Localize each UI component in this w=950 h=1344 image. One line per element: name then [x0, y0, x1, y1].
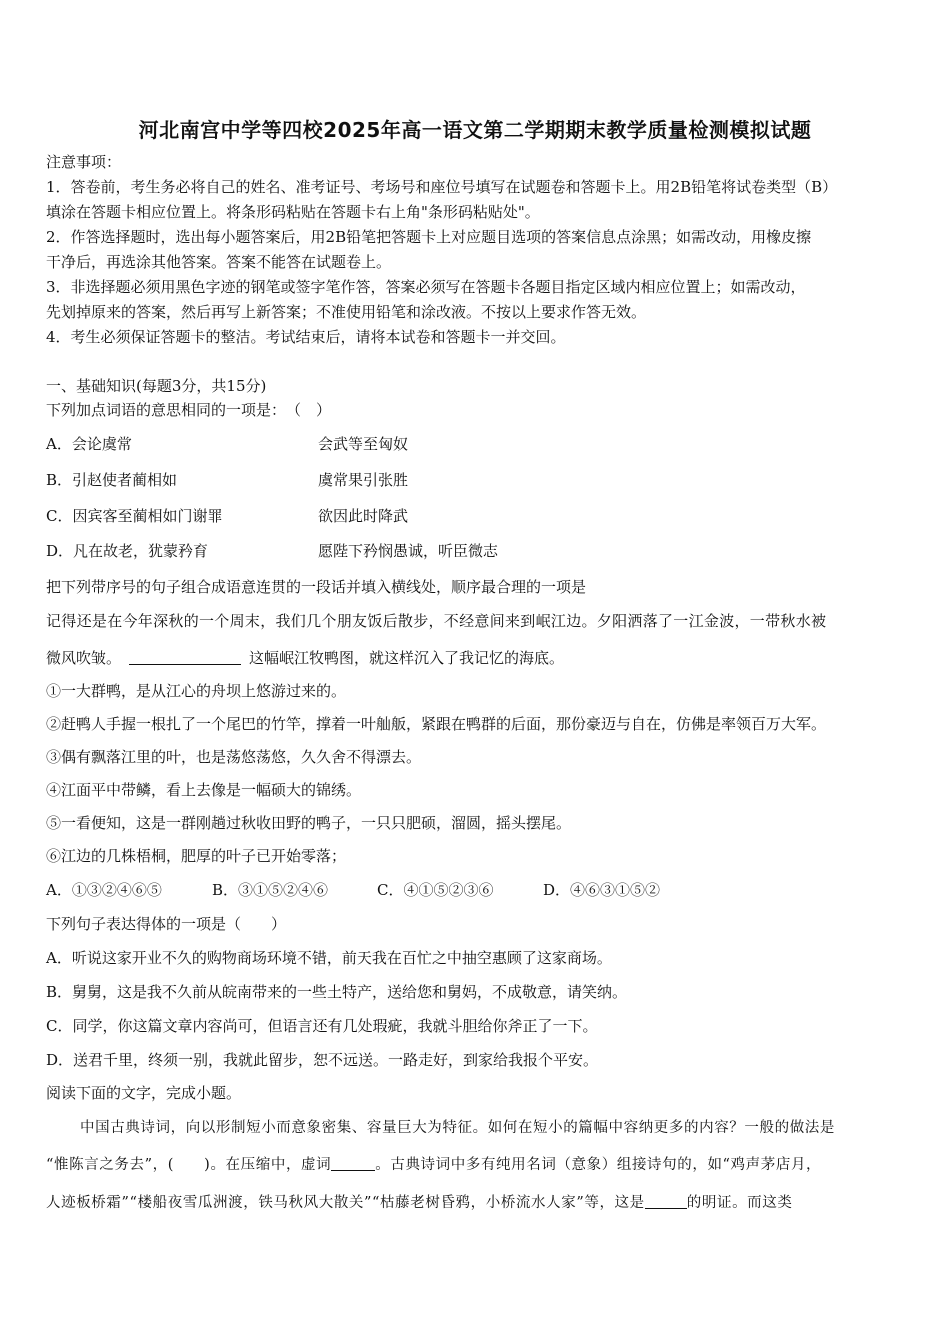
option-compare: 欲因此时降武	[318, 507, 409, 525]
choice-c: C．④①⑤②③⑥	[377, 881, 494, 899]
sentence-item: ⑥江边的几株梧桐，肥厚的叶子已开始零落；	[46, 847, 347, 865]
answer-blank[interactable]	[129, 650, 241, 665]
notice-line: 3．非选择题必须用黑色字迹的钢笔或签字笔作答，答案必须写在答题卡各题目指定区域内相应位置上；如需改动，	[46, 278, 806, 296]
notice-line: 先划掉原来的答案，然后再写上新答案；不准使用铅笔和涂改液。不按以上要求作答无效。	[46, 303, 647, 321]
sentence-item: ①一大群鸭，是从江心的舟坝上悠游过来的。	[46, 682, 347, 700]
choice-a: A．①③②④⑥⑤	[46, 881, 162, 899]
passage-text: 微风吹皱。	[46, 649, 122, 667]
option-compare: 虞常果引张胜	[318, 471, 409, 489]
passage-line-with-blank	[46, 1193, 792, 1213]
passage-text: 人迹板桥霜”“楼船夜雪瓜洲渡，铁马秋风大散关”“枯藤老树昏鸦，小桥流水人家”等，这是	[46, 1195, 645, 1211]
choice-d: D．④⑥③①⑤②	[543, 881, 661, 899]
option-label: B．引赵使者蔺相如	[46, 471, 178, 489]
passage-line: 记得还是在今年深秋的一个周末，我们几个朋友饭后散步，不经意间来到岷江边。夕阳洒落了一江金波，一带秋水被	[46, 612, 827, 630]
passage-text: 这幅岷江牧鸭图，就这样沉入了我记忆的海底。	[249, 649, 565, 667]
passage-line-with-blank	[46, 648, 564, 668]
notice-line: 1．答卷前，考生务必将自己的姓名、准考证号、考场号和座位号填写在试题卷和答题卡上。用2B铅笔将试卷类型（B）	[46, 178, 838, 196]
notice-line: 填涂在答题卡相应位置上。将条形码粘贴在答题卡右上角"条形码粘贴处"。	[46, 203, 540, 221]
sentence-item: ⑤一看便知，这是一群刚趟过秋收田野的鸭子，一只只肥硕，溜圆，摇头摆尾。	[46, 814, 572, 832]
option-compare: 会武等至匈奴	[318, 435, 409, 453]
option-compare: 愿陛下矜悯愚诚，听臣微志	[318, 542, 499, 560]
option-line: D．送君千里，终须一别，我就此留步，恕不远送。一路走好，到家给我报个平安。	[46, 1051, 599, 1069]
answer-blank[interactable]	[331, 1157, 375, 1171]
answer-blank[interactable]	[645, 1195, 687, 1209]
passage-text: 。古典诗词中多有纯用名词（意象）组接诗句的，如“鸡声茅店月，	[375, 1157, 822, 1173]
notice-heading: 注意事项：	[46, 153, 122, 171]
option-line: A．听说这家开业不久的购物商场环境不错，前天我在百忙之中抽空惠顾了这家商场。	[46, 949, 612, 967]
question-stem: 下列加点词语的意思相同的一项是： （ ）	[46, 401, 332, 419]
question-stem: 把下列带序号的句子组合成语意连贯的一段话并填入横线处，顺序最合理的一项是	[46, 578, 587, 596]
sentence-item: ②赶鸭人手握一根扎了一个尾巴的竹竿，撑着一叶舢舨，紧跟在鸭群的后面，那份豪迈与自在，仿佛是率领百万大军。	[46, 715, 827, 733]
reading-intro: 阅读下面的文字，完成小题。	[46, 1084, 242, 1102]
notice-line: 4．考生必须保证答题卡的整洁。考试结束后，请将本试卷和答题卡一并交回。	[46, 328, 566, 346]
passage-line: 中国古典诗词，向以形制短小而意象密集、容量巨大为特征。如何在短小的篇幅中容纳更多的内容？一般的做法是	[80, 1120, 835, 1136]
option-label: D．凡在故老，犹蒙矜育	[46, 542, 209, 560]
section-heading: 一、基础知识(每题3分，共15分)	[46, 377, 267, 395]
option-label: C．因宾客至蔺相如门谢罪	[46, 507, 223, 525]
question-stem: 下列句子表达得体的一项是（ ）	[46, 915, 287, 933]
choice-b: B．③①⑤②④⑥	[212, 881, 329, 899]
option-line: B．舅舅，这是我不久前从皖南带来的一些土特产，送给您和舅妈，不成敬意，请笑纳。	[46, 983, 628, 1001]
sentence-item: ④江面平中带鳞，看上去像是一幅硕大的锦绣。	[46, 781, 362, 799]
passage-text: “惟陈言之务去”，( )。在压缩中，虚词	[46, 1157, 332, 1173]
notice-line: 2．作答选择题时，选出每小题答案后，用2B铅笔把答题卡上对应题目选项的答案信息点涂黑；如需改动，用橡皮擦	[46, 228, 812, 246]
option-line: C．同学，你这篇文章内容尚可，但语言还有几处瑕疵，我就斗胆给你斧正了一下。	[46, 1017, 598, 1035]
passage-line-with-blank	[46, 1155, 821, 1175]
notice-line: 干净后，再选涂其他答案。答案不能答在试题卷上。	[46, 253, 392, 271]
page-title: 河北南宫中学等四校2025年高一语文第二学期期末教学质量检测模拟试题	[138, 118, 812, 142]
option-label: A．会论虞常	[46, 435, 132, 453]
passage-text: 的明证。而这类	[686, 1195, 793, 1211]
sentence-item: ③偶有飘落江里的叶，也是荡悠荡悠，久久舍不得漂去。	[46, 748, 422, 766]
